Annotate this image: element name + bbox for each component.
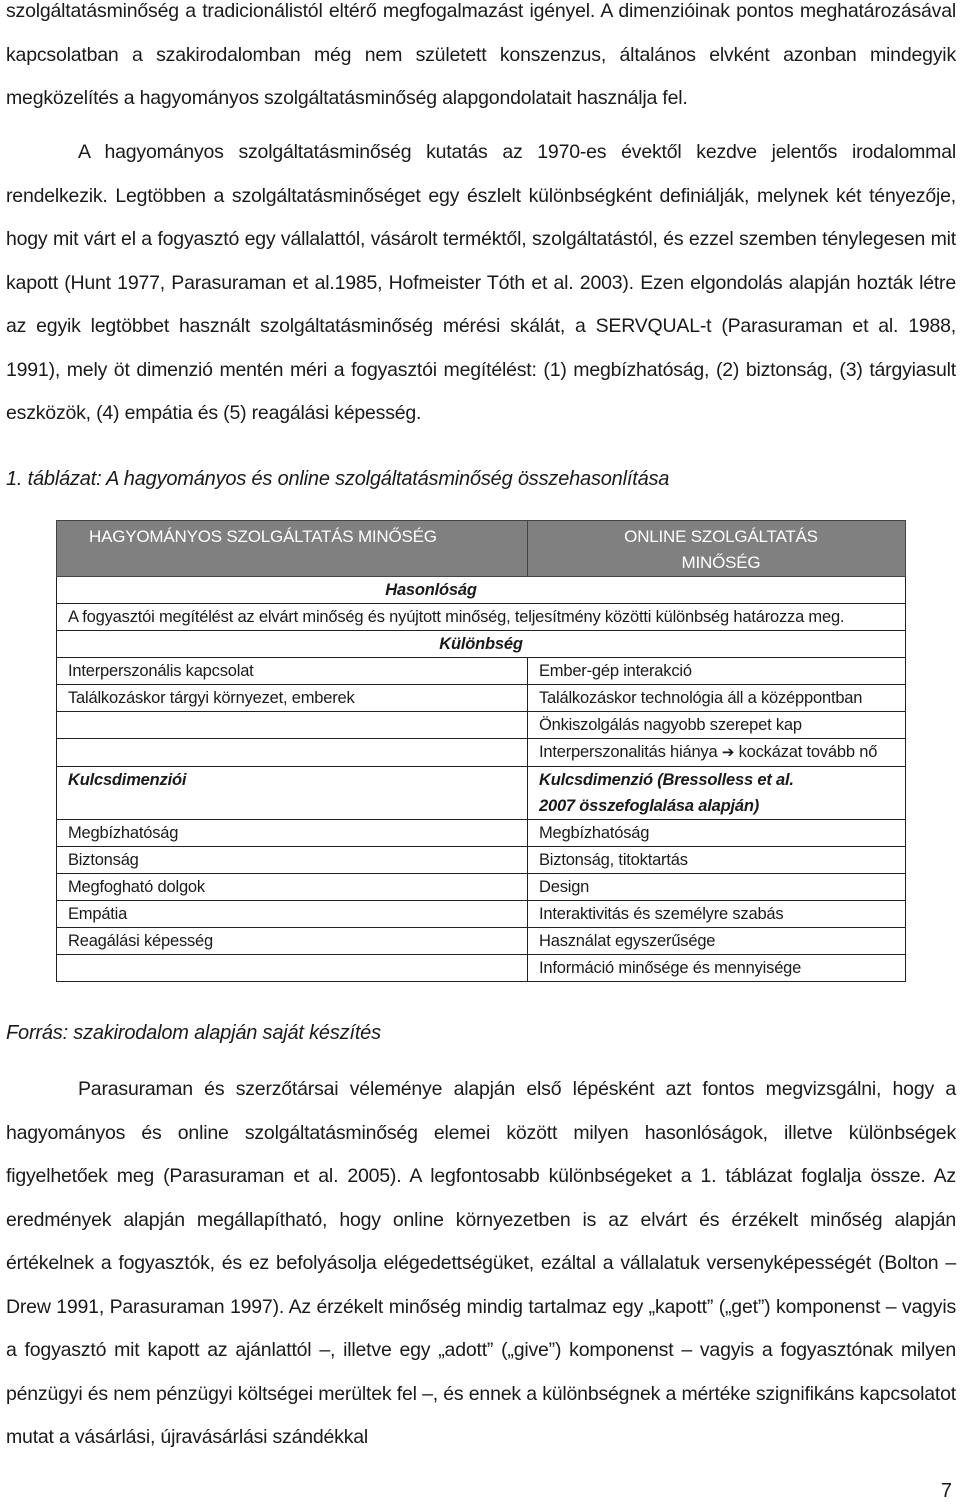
difference-title-row <box>57 631 906 658</box>
key-right: Információ minősége és mennyisége <box>528 955 906 982</box>
table-row <box>57 712 906 739</box>
key-left-title: Kulcsdimenziói <box>57 767 528 820</box>
table-row <box>57 901 906 928</box>
similarity-title: Hasonlóság <box>57 577 906 604</box>
page-number: 7 <box>940 1480 952 1502</box>
diff-left <box>57 712 528 739</box>
arrow-right-icon: ➔ <box>721 744 735 761</box>
table-caption: 1. táblázat: A hagyományos és online szolgáltatásminőség összehasonlítása <box>6 468 670 490</box>
key-left <box>57 955 528 982</box>
similarity-text-row <box>57 604 906 631</box>
table-row <box>57 658 906 685</box>
diff-right: Ember-gép interakció <box>528 658 906 685</box>
key-left: Megfogható dolgok <box>57 874 528 901</box>
diff-right: Találkozáskor technológia áll a középpontban <box>528 685 906 712</box>
diff-right <box>528 739 906 767</box>
intro-paragraph-text: szolgáltatásminőség a tradicionálistól eltérő megfogalmazást igényel. A dimenzióinak pontos meghatározásával kapcsolatban a szakirodalomban még nem született konszenzus, általános elvként azonban mindegyik megközelítés a hagyományos szolgáltatásminőség alapgondolatait használja fel. <box>6 0 956 109</box>
key-left: Reagálási képesség <box>57 928 528 955</box>
diff-last-right-b: kockázat tovább nő <box>738 743 878 761</box>
diff-last-right-a: Interperszonalitás hiánya <box>539 743 718 761</box>
difference-title: Különbség <box>57 631 906 658</box>
diff-left: Találkozáskor tárgyi környezet, emberek <box>57 685 528 712</box>
diff-left: Interperszonális kapcsolat <box>57 658 528 685</box>
source-line: Forrás: szakirodalom alapján saját készítés <box>6 1022 381 1044</box>
similarity-text: A fogyasztói megítélést az elvárt minőség és nyújtott minőség, teljesítmény közötti különbség határozza meg. <box>57 604 906 631</box>
table-header-row <box>57 521 906 577</box>
table-row <box>57 739 906 767</box>
table-row <box>57 847 906 874</box>
table-row <box>57 955 906 982</box>
header-online <box>528 521 906 577</box>
paragraph-2-text: A hagyományos szolgáltatásminőség kutatás az 1970-es évektől kezdve jelentős irodalommal rendelkezik. Legtöbben a szolgáltatásminőséget egy észlelt különbségként definiálják, melynek két tényezője, hogy mit várt el a fogyasztó egy vállalattól, vásárolt terméktől, szolgáltatástól, és ezzel szemben ténylegesen mit kapott (Hunt 1977, Parasuraman et al.1985, Hofmeister Tóth et al. 2003). Ezen elgondolás alapján hozták létre az egyik legtöbbet használt szolgáltatásminőség mérési skálát, a SERVQUAL-t (Parasuraman et al. 1988, 1991), mely öt dimenzió mentén méri a fogyasztói megítélést: (1) megbízhatóság, (2) biztonság, (3) tárgyiasult eszközök, (4) empátia és (5) reagálási képesség. <box>6 141 956 424</box>
table-row <box>57 685 906 712</box>
key-dimension-header-row <box>57 767 906 820</box>
key-right-title: Kulcsdimenzió (Bressolless et al. 2007 összefoglalása alapján) <box>528 767 906 820</box>
intro-paragraph <box>6 0 956 121</box>
table-row <box>57 874 906 901</box>
comparison-table <box>56 520 906 982</box>
key-right: Használat egyszerűsége <box>528 928 906 955</box>
diff-right: Önkiszolgálás nagyobb szerepet kap <box>528 712 906 739</box>
header-traditional: HAGYOMÁNYOS SZOLGÁLTATÁS MINŐSÉG <box>57 521 528 577</box>
key-right: Design <box>528 874 906 901</box>
paragraph-2 <box>6 131 956 436</box>
paragraph-3-text: Parasuraman és szerzőtársai véleménye alapján első lépésként azt fontos megvizsgálni, hogy a hagyományos és online szolgáltatásminőség elemei között milyen hasonlóságok, illetve különbségek figyelhetőek meg (Parasuraman et al. 2005). A legfontosabb különbségeket a 1. táblázat foglalja össze. Az eredmények alapján megállapítható, hogy online környezetben is az elvárt és érzékelt minőség alapján értékelnek a fogyasztók, és ez befolyásolja elégedettségüket, ezáltal a vállalatuk versenyképességét (Bolton – Drew 1991, Parasuraman 1997). Az érzékelt minőség mindig tartalmaz egy „kapott” („get”) komponenst – vagyis a fogyasztó mit kapott az ajánlattól –, illetve egy „adott” („give”) komponenst – vagyis a fogyasztónak milyen pénzügyi és nem pénzügyi költségei merültek fel –, és ennek a különbségnek a mértéke szignifikáns kapcsolatot mutat a vásárlási, újravásárlási szándékkal <box>6 1078 956 1448</box>
key-right: Biztonság, titoktartás <box>528 847 906 874</box>
key-left: Biztonság <box>57 847 528 874</box>
paragraph-3 <box>6 1068 956 1460</box>
diff-left-empty <box>57 739 528 767</box>
key-right: Interaktivitás és személyre szabás <box>528 901 906 928</box>
table-row <box>57 928 906 955</box>
key-left: Megbízhatóság <box>57 820 528 847</box>
key-left: Empátia <box>57 901 528 928</box>
table-row <box>57 820 906 847</box>
header-online-text: ONLINE SZOLGÁLTATÁS MINŐSÉG <box>624 527 818 572</box>
similarity-title-row <box>57 577 906 604</box>
key-right: Megbízhatóság <box>528 820 906 847</box>
